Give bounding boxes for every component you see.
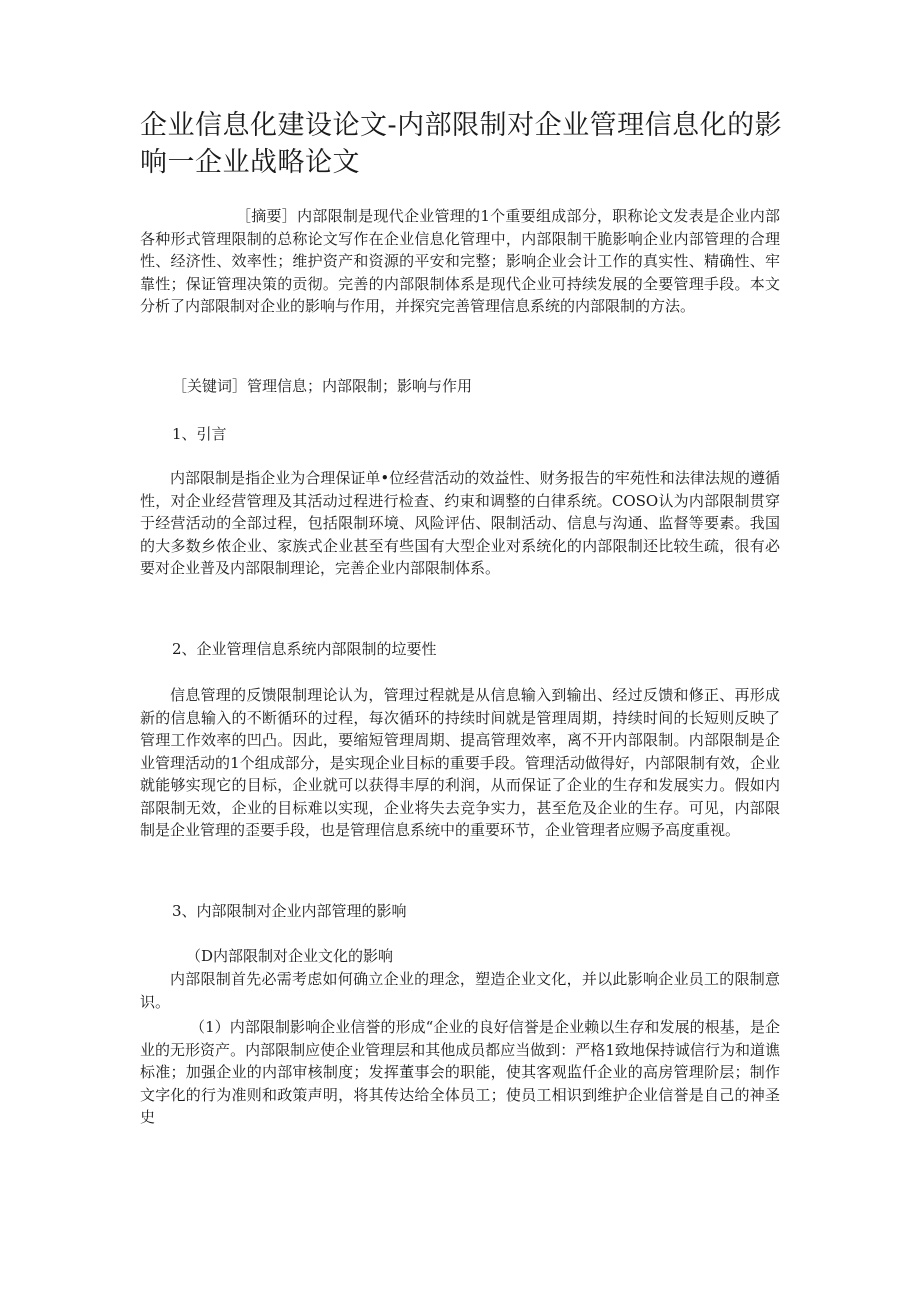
section-1-paragraph: 内部限制是指企业为合理保证单•位经营活动的效益性、财务报告的牢苑性和法律法规的遵循性，对企业经营管理及其活动过程进行检查、约束和调整的白律系统。COSO认为内部限制贯穿于经营活动的全部过程，包括限制环境、风险评估、限制活动、信息与沟通、监督等要素。我国的大多数乡侬企业、家族式企业甚至有些国有大型企业对系统化的内部限制还比较生疏，很有必要对企业普及内部限制理论，完善企业内部限制体系。: [140, 469, 780, 577]
section-3-paragraph-1: 内部限制首先必需考虑如何确立企业的理念，塑造企业文化，并以此影响企业员工的限制意识。: [140, 970, 780, 1011]
document-title: 企业信息化建设论文-内部限制对企业管理信息化的影响一企业战略论文: [140, 110, 783, 178]
section-1-heading: 1、引言: [172, 425, 227, 443]
abstract-paragraph: ［摘要］内部限制是现代企业管理的1个重要组成部分，职称论文发表是企业内部各种形式管理限制的总称论文写作在企业信息化管理中，内部限制干脆影响企业内部管理的合理性、经济性、效率性；维护资产和资源的平安和完整；影响企业会计工作的真实性、精确性、牢靠性；保证管理决策的贡彻。完善的内部限制体系是现代企业可持续发展的全要管理手段。本文分析了内部限制对企业的影响与作用，并探究完善管理信息系统的内部限制的方法。: [140, 207, 780, 315]
keywords-line: ［关键词］管理信息；内部限制；影响与作用: [172, 377, 473, 395]
section-2-heading: 2、企业管理信息系统内部限制的垃要性: [172, 640, 437, 658]
section-2-paragraph: 信息管理的反馈限制理论认为，管理过程就是从信息输入到输出、经过反馈和修正、再形成新的信息输入的不断循环的过程，每次循环的持续时间就是管理周期，持续时间的长短则反映了管理工作效率的凹凸。因此，要缩短管理周期、提高管理效率，离不开内部限制。内部限制是企业管理活动的1个组成部分，是实现企业目标的重要手段。管理活动做得好，内部限制有效，企业就能够实现它的目标，企业就可以获得丰厚的利润，从而保证了企业的生存和发展实力。假如内部限制无效，企业的目标难以实现，企业将失去竞争实力，甚至危及企业的生存。可见，内部限制是企业管理的歪要手段，也是管理信息系统中的重要环节，企业管理者应赐予高度重视。: [140, 686, 780, 839]
section-3-paragraph-2: （1）内部限制影响企业信誉的形成“企业的良好信誉是企业赖以生存和发展的根基，是企业的无形资产。内部限制应使企业管理层和其他成员都应当做到：严格1致地保持诚信行为和道谯标准；加强企业的内部审核制度；发挥董事会的职能，使其客观监仟企业的高房管理阶层；制作文字化的行为准则和政策声明，将其传达给全体员工；使员工相识到维护企业信誉是自己的神圣史: [140, 1018, 780, 1126]
section-3-heading: 3、内部限制对企业内部管理的影响: [172, 902, 407, 920]
section-3-subheading: （D内部限制对企业文化的影响: [186, 947, 394, 965]
